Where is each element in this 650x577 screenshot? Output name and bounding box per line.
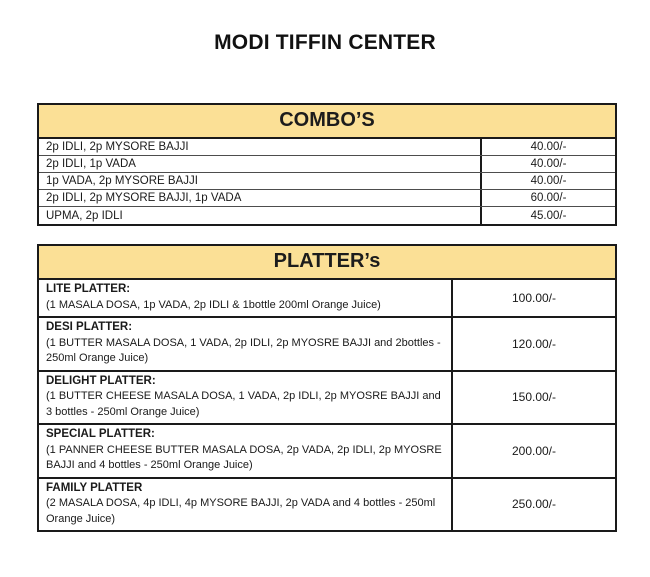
table-row [39,156,615,173]
platter-name: FAMILY PLATTER [46,481,143,494]
table-row [39,318,615,372]
platter-price: 120.00/- [511,336,557,351]
platter-item-cell [39,318,453,370]
page-title: MODI TIFFIN CENTER [214,31,436,54]
platter-description: (1 BUTTER CHEESE MASALA DOSA, 1 VADA, 2p IDLI, 2p MYOSRE BAJJI and 3 bottles - 250ml Orange Juice) [46,390,441,418]
combo-item-label: 2p IDLI, 2p MYSORE BAJJI [39,139,482,155]
platter-item-cell [39,479,453,531]
platter-description: (1 MASALA DOSA, 1p VADA, 2p IDLI & 1bottle 200ml Orange Juice) [46,298,381,311]
platter-item-cell [39,280,453,316]
combo-item-price: 40.00/- [530,141,567,153]
table-row [39,372,615,426]
combo-item-label: 2p IDLI, 1p VADA [39,156,482,172]
platter-item-cell [39,425,453,477]
table-row [39,479,615,531]
combo-item-label: UPMA, 2p IDLI [39,207,482,224]
platter-name: LITE PLATTER: [46,283,131,295]
platters-heading: PLATTER’s [39,246,615,280]
combo-item-price: 40.00/- [530,175,567,187]
table-row [39,280,615,318]
table-row [39,190,615,207]
combo-item-label: 2p IDLI, 2p MYSORE BAJJI, 1p VADA [39,190,482,206]
combo-item-label: 1p VADA, 2p MYSORE BAJJI [39,173,482,189]
platter-description: (1 PANNER CHEESE BUTTER MASALA DOSA, 2p VADA, 2p IDLI, 2p MYOSRE BAJJI and 4 bottles - 250ml Orange Juice) [46,443,442,471]
platter-name: DELIGHT PLATTER: [46,374,156,387]
table-row [39,425,615,479]
platter-item-cell [39,372,453,424]
platter-name: DESI PLATTER: [46,321,133,333]
combos-table [37,103,617,226]
table-row [39,139,615,156]
platter-price: 250.00/- [511,497,557,512]
combo-item-price: 45.00/- [530,209,567,222]
platters-table [37,244,617,532]
table-row [39,173,615,190]
platter-description: (2 MASALA DOSA, 4p IDLI, 4p MYSORE BAJJI, 2p VADA and 4 bottles - 250ml Orange Juice) [46,497,436,525]
table-row [39,207,615,224]
platter-description: (1 BUTTER MASALA DOSA, 1 VADA, 2p IDLI, 2p MYOSRE BAJJI and 2bottles - 250ml Orange Juice) [46,336,441,364]
combo-item-price: 40.00/- [530,158,567,170]
platter-price: 200.00/- [511,443,557,458]
platter-price: 150.00/- [511,390,557,405]
combo-item-price: 60.00/- [530,192,567,204]
combos-heading: COMBO’S [39,105,615,139]
platter-price: 100.00/- [511,291,557,305]
platter-name: SPECIAL PLATTER: [46,428,155,440]
